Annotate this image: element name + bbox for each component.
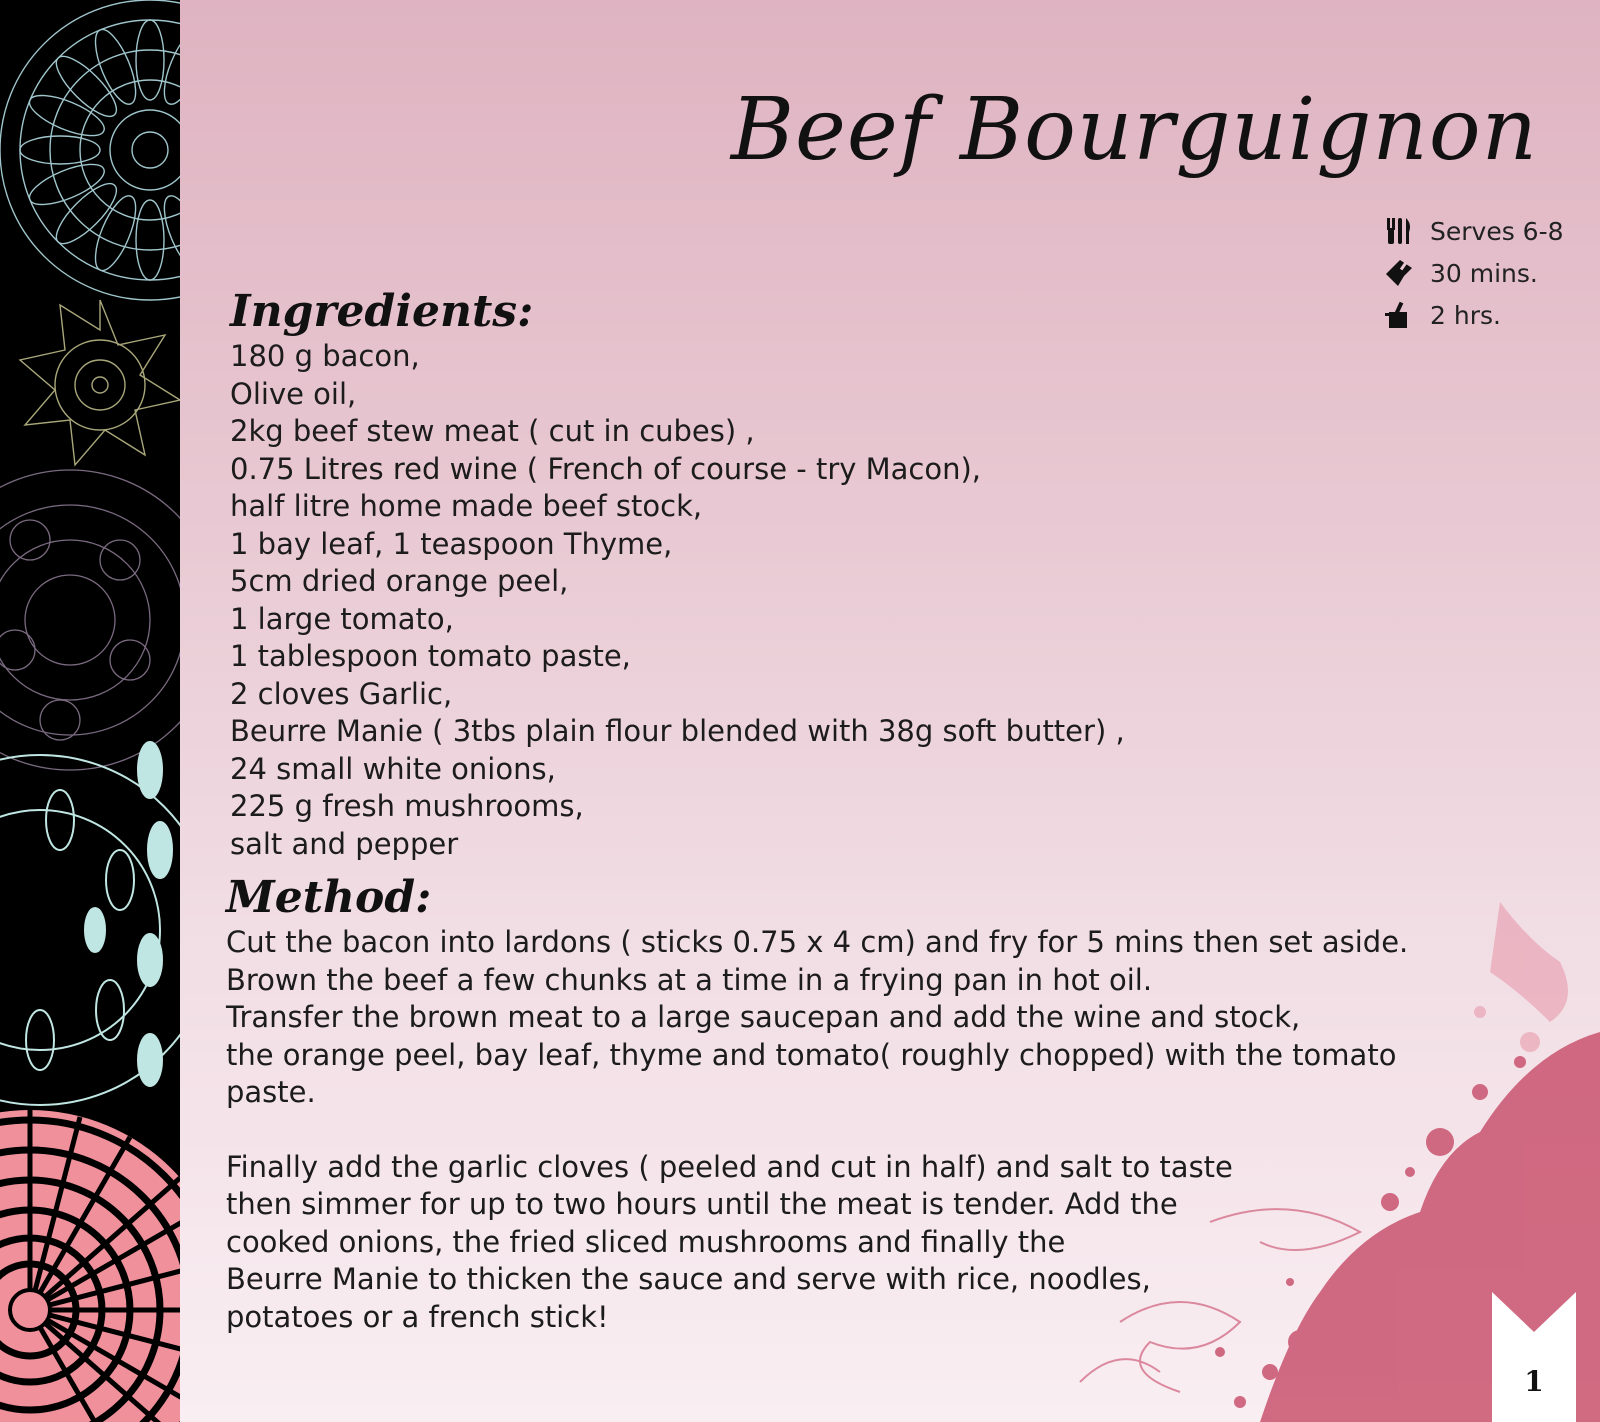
teal-mandala — [0, 0, 180, 300]
olive-mandala — [20, 300, 180, 465]
method-line: potatoes or a french stick! — [226, 1299, 609, 1334]
method-line: then simmer for up to two hours until the meat is tender. Add the — [226, 1187, 1178, 1221]
cooking-pot-icon — [1384, 300, 1414, 330]
cook-time-text: 2 hrs. — [1430, 300, 1501, 330]
cook-time-row — [1384, 294, 1564, 336]
method-line: cooked onions, the fried sliced mushrooms and finally the — [226, 1224, 1066, 1259]
mint-mandala — [0, 742, 180, 1105]
ingredient-item: 180 g bacon, — [230, 339, 420, 373]
method-line: Transfer the brown meat to a large saucepan and add the wine and stock, — [226, 1000, 1301, 1034]
ingredient-item: half litre home made beef stock, — [230, 489, 703, 523]
servings-row — [1384, 210, 1564, 252]
method-heading: Method: — [226, 872, 432, 923]
ingredient-item: 2kg beef stew meat ( cut in cubes) , — [230, 414, 755, 448]
ingredient-item: salt and pepper — [230, 826, 459, 861]
servings-text: Serves 6-8 — [1430, 216, 1564, 246]
knife-prep-icon — [1384, 258, 1414, 288]
ingredient-item: Olive oil, — [230, 376, 357, 411]
ingredient-item: 225 g fresh mushrooms, — [230, 789, 584, 823]
method-line: Beurre Manie to thicken the sauce and serve with rice, noodles, — [226, 1262, 1151, 1296]
ingredients-list — [230, 338, 1125, 863]
method-line: Brown the beef a few chunks at a time in a frying pan in hot oil. — [226, 962, 1153, 997]
ingredient-item: 2 cloves Garlic, — [230, 676, 453, 711]
prep-time-row — [1384, 252, 1564, 294]
salmon-mandala — [0, 1110, 180, 1422]
method-line: Cut the bacon into lardons ( sticks 0.75 x 4 cm) and fry for 5 mins then set aside. — [226, 925, 1409, 959]
mandala-artwork — [0, 0, 180, 1422]
cutlery-icon — [1384, 216, 1414, 246]
ingredient-item: 1 bay leaf, 1 teaspoon Thyme, — [230, 526, 673, 561]
ingredients-section — [230, 286, 1125, 863]
ingredient-item: 24 small white onions, — [230, 751, 556, 786]
decorative-mandala-strip — [0, 0, 180, 1422]
page-number-tab — [1492, 1292, 1576, 1422]
prep-time-text: 30 mins. — [1430, 258, 1538, 288]
ingredient-item: 1 tablespoon tomato paste, — [230, 639, 631, 673]
method-line: the orange peel, bay leaf, thyme and tomato( roughly chopped) with the tomato — [226, 1037, 1397, 1072]
ingredient-item: 5cm dried orange peel, — [230, 564, 569, 598]
page-number: 1 — [1524, 1365, 1544, 1398]
ingredient-item: Beurre Manie ( 3tbs plain flour blended with 38g soft butter) , — [230, 714, 1125, 748]
mauve-mandala — [0, 470, 180, 770]
recipe-title: Beef Bourguignon — [730, 80, 1538, 180]
ingredient-item: 0.75 Litres red wine ( French of course - try Macon), — [230, 451, 982, 486]
ingredients-heading: Ingredients: — [230, 286, 534, 337]
method-line: Finally add the garlic cloves ( peeled and cut in half) and salt to taste — [226, 1149, 1233, 1184]
ingredient-item: 1 large tomato, — [230, 601, 454, 636]
method-line: paste. — [226, 1075, 316, 1109]
recipe-meta — [1384, 210, 1564, 336]
